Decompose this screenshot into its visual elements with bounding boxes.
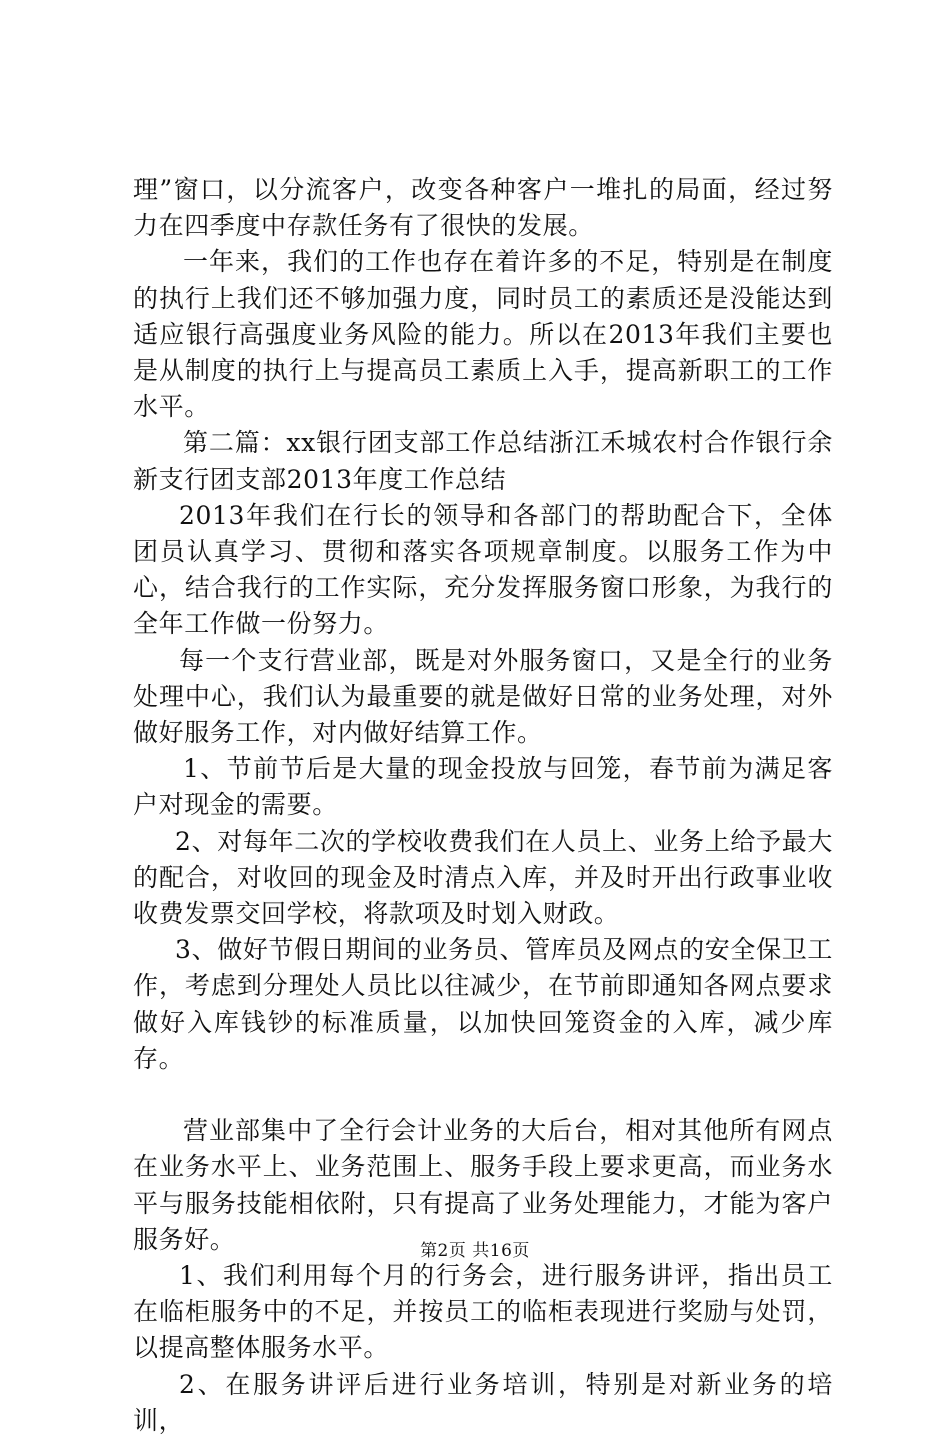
paragraph-back-office: 营业部集中了全行会计业务的大后台，相对其他所有网点在业务水平上、业务范围上、服务手段上要求更高，而业务水平与服务技能相依附，只有提高了业务处理能力，才能为客户服务好。 bbox=[133, 1116, 833, 1254]
paragraph-business-department: 每一个支行营业部，既是对外服务窗口，又是全行的业务处理中心，我们认为最重要的就是做好日常的业务处理，对外做好服务工作，对内做好结算工作。 bbox=[133, 645, 833, 748]
blank-line bbox=[133, 1077, 833, 1113]
list-item-training: 2、在服务讲评后进行业务培训，特别是对新业务的培训， bbox=[133, 1369, 833, 1435]
list-item-1: 1、节前节后是大量的现金投放与回笼，春节前为满足客户对现金的需要。 bbox=[133, 754, 833, 820]
paragraph-shortcomings: 一年来，我们的工作也存在着许多的不足，特别是在制度的执行上我们还不够加强力度，同时员工的素质还是没能达到适应银行高强度业务风险的能力。所以在2013年我们主要也是从制度的执行上与提高员工素质上入手，提高新职工的工作水平。 bbox=[133, 247, 833, 422]
list-item-3: 3、做好节假日期间的业务员、管库员及网点的安全保卫工作，考虑到分理处人员比以往减少，在节前即通知各网点要求做好入库钱钞的标准质量，以加快回笼资金的入库，减少库存。 bbox=[133, 935, 833, 1073]
paragraph-continuation: 理”窗口，以分流客户，改变各种客户一堆扎的局面，经过努力在四季度中存款任务有了很快的发展。 bbox=[133, 175, 833, 241]
list-item-service-review: 1、我们利用每个月的行务会，进行服务讲评，指出员工在临柜服务中的不足，并按员工的临柜表现进行奖励与处罚，以提高整体服务水平。 bbox=[133, 1261, 833, 1363]
section-heading-part-two: 第二篇：xx银行团支部工作总结浙江禾城农村合作银行余新支行团支部2013年度工作总结 bbox=[133, 428, 833, 494]
list-item-2: 2、对每年二次的学校收费我们在人员上、业务上给予最大的配合，对收回的现金及时清点入库，并及时开出行政事业收收费发票交回学校，将款项及时划入财政。 bbox=[133, 826, 833, 929]
paragraph-2013-summary: 2013年我们在行长的领导和各部门的帮助配合下，全体团员认真学习、贯彻和落实各项规章制度。以服务工作为中心，结合我行的工作实际，充分发挥服务窗口形象，为我行的全年工作做一份努力。 bbox=[133, 500, 833, 639]
page-number-footer: 第2页 共16页 bbox=[420, 1241, 530, 1261]
